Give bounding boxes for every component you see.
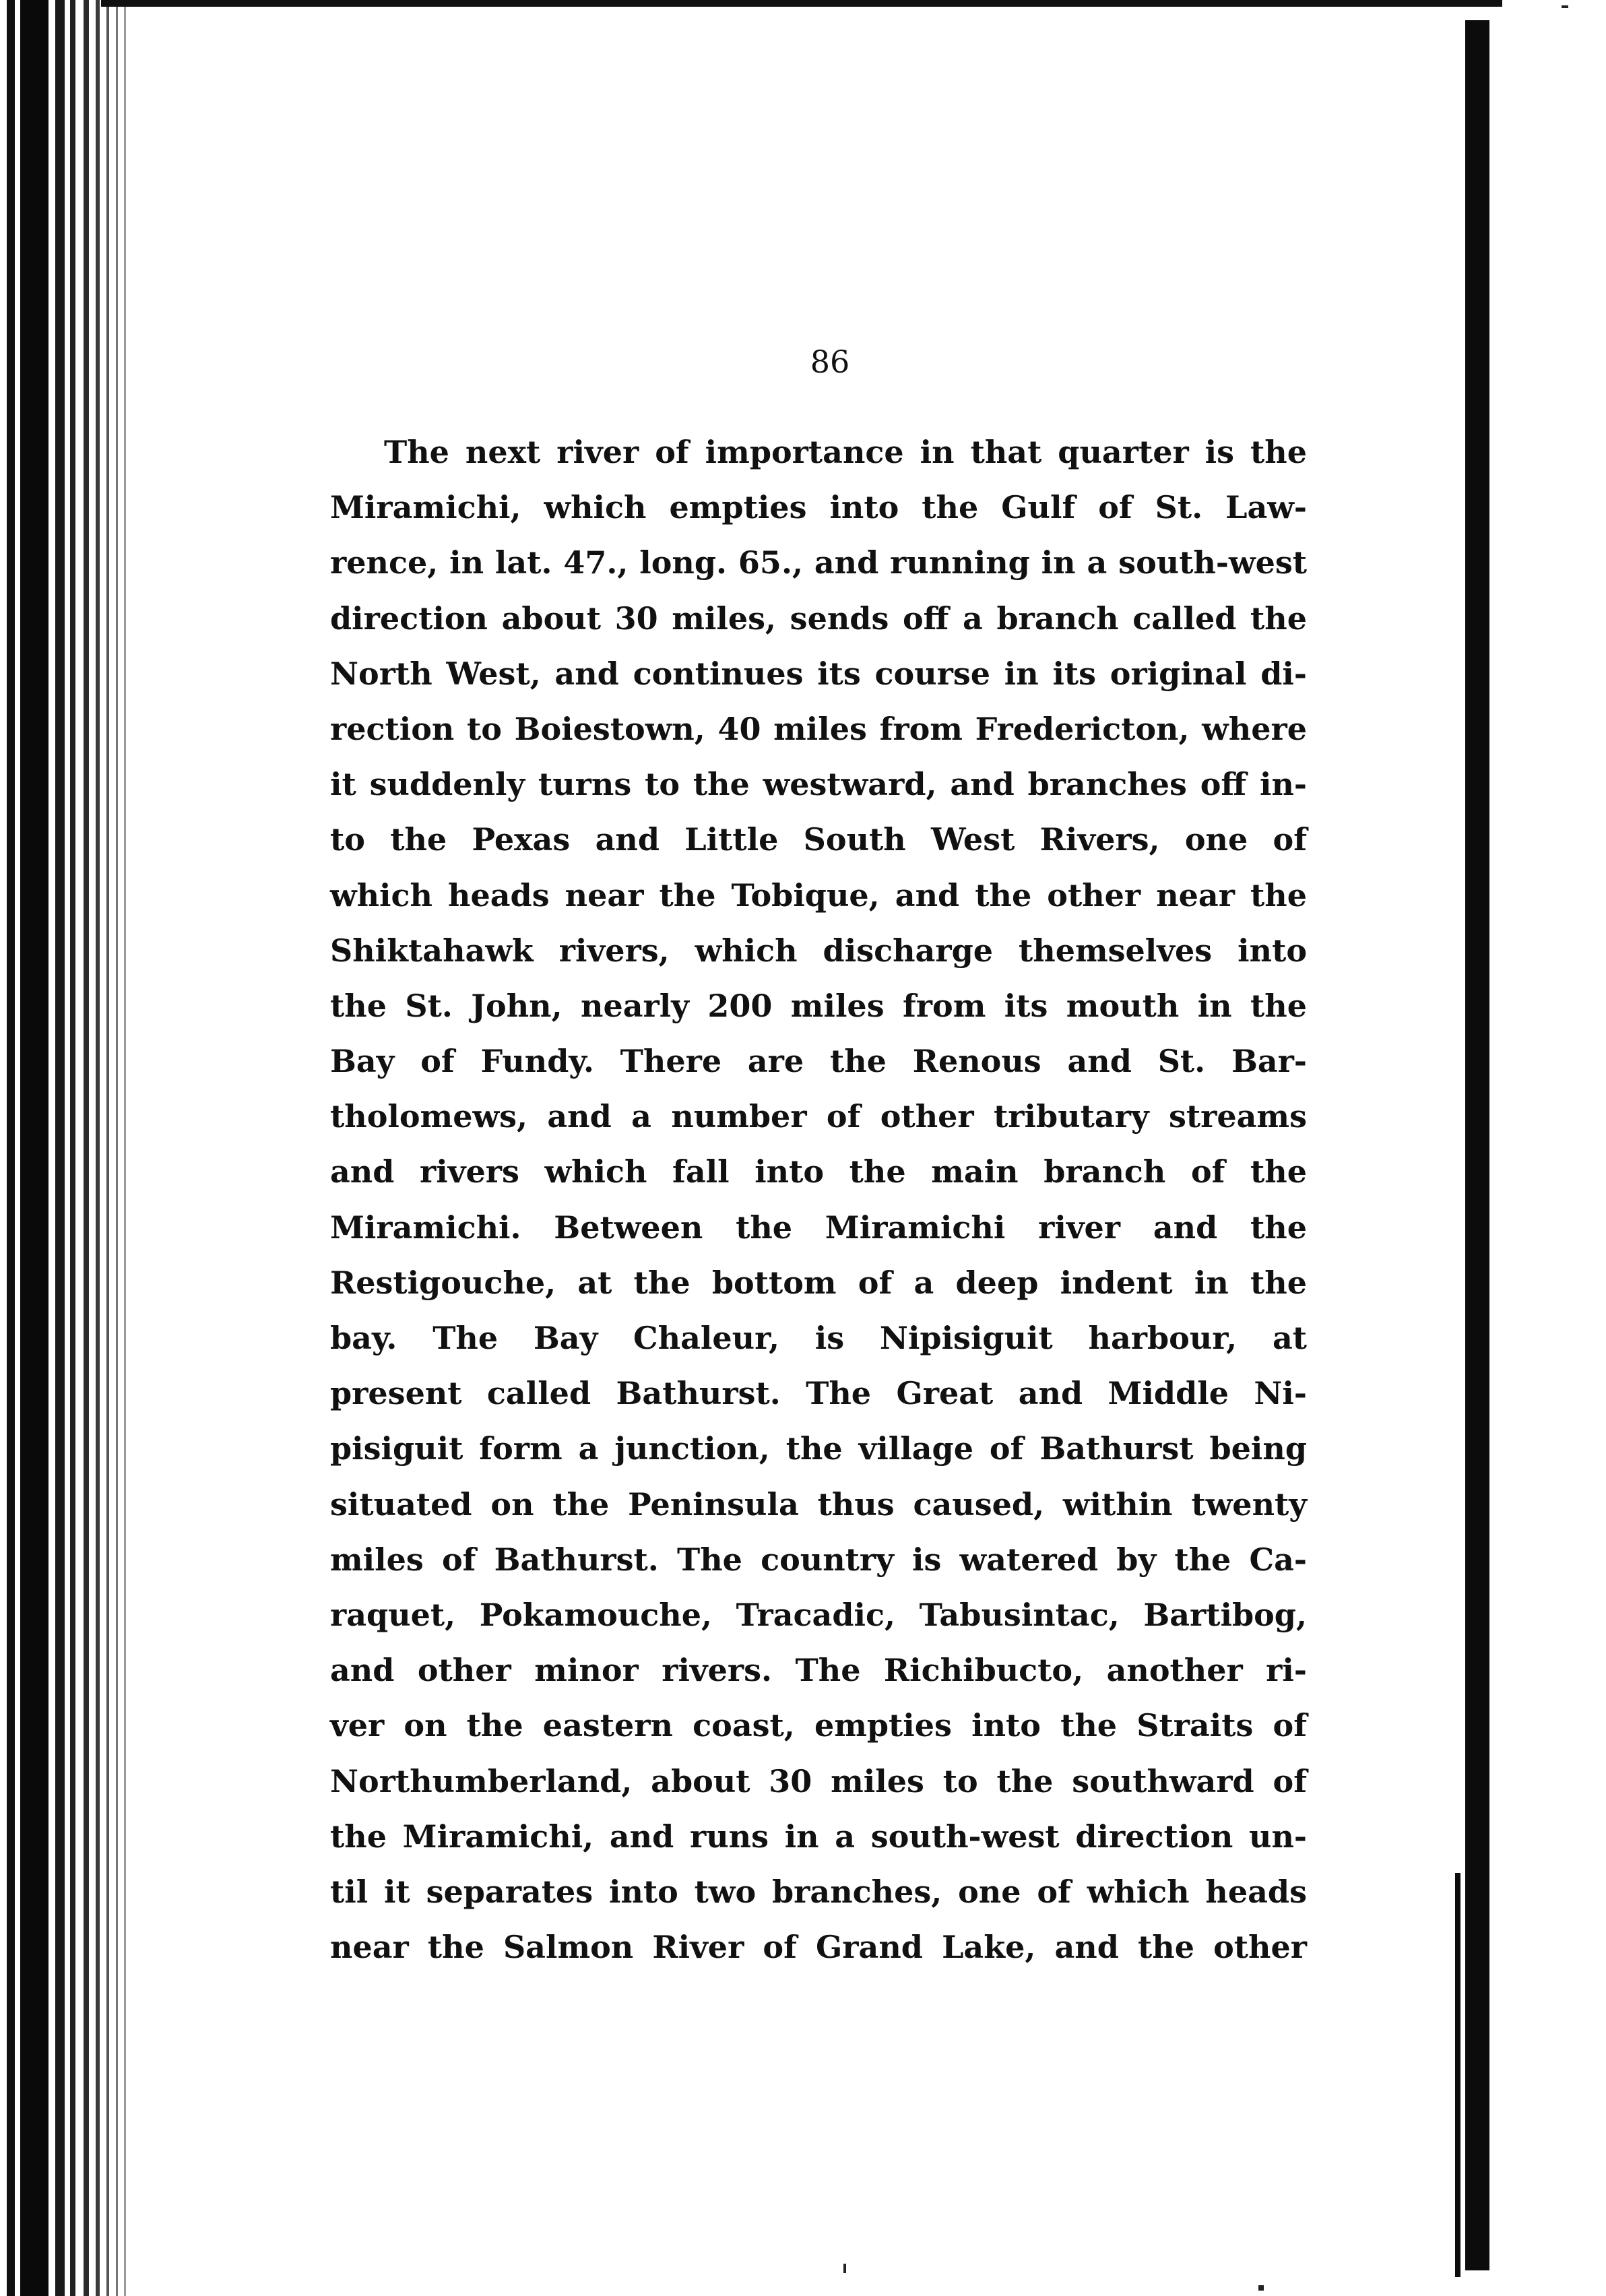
text-line: and other minor rivers. The Richibucto, another ri- xyxy=(330,1652,1307,1689)
text-line: Shiktahawk rivers, which discharge themselves into xyxy=(330,932,1307,969)
top-page-edge xyxy=(101,0,1502,7)
text-line: rence, in lat. 47., long. 65., and running in a south-west xyxy=(330,544,1307,581)
text-line: the St. John, nearly 200 miles from its mouth in the xyxy=(330,987,1307,1024)
text-line: the Miramichi, and runs in a south-west direction un- xyxy=(330,1818,1307,1855)
text-line: which heads near the Tobique, and the other near the xyxy=(330,876,1307,914)
text-line: The next river of importance in that quarter is the xyxy=(384,434,1307,470)
text-line: til it separates into two branches, one of which heads xyxy=(330,1873,1307,1910)
text-line: miles of Bathurst. The country is watered by the Ca- xyxy=(330,1541,1307,1578)
text-line: rection to Boiestown, 40 miles from Fredericton, where xyxy=(330,710,1307,747)
text-line: Restigouche, at the bottom of a deep indent in the xyxy=(330,1264,1307,1301)
text-line: near the Salmon River of Grand Lake, and the other xyxy=(330,1929,1307,1966)
scan-speck xyxy=(1258,2285,1264,2291)
text-line: Northumberland, about 30 miles to the southward of xyxy=(330,1762,1307,1799)
body-text xyxy=(330,424,1307,1975)
text-line: Bay of Fundy. There are the Renous and St. Bar- xyxy=(330,1043,1307,1080)
scan-speck xyxy=(1562,5,1568,8)
text-line: Miramichi, which empties into the Gulf of St. Law- xyxy=(330,489,1307,526)
scan-speck xyxy=(843,2264,846,2273)
text-line: raquet, Pokamouche, Tracadic, Tabusintac, Bartibog, xyxy=(330,1596,1307,1633)
text-line: to the Pexas and Little South West Rivers, one of xyxy=(330,821,1307,858)
text-line: ver on the eastern coast, empties into the Straits of xyxy=(330,1707,1307,1744)
right-page-edge-shadow xyxy=(1455,1873,1460,2277)
text-line: situated on the Peninsula thus caused, within twenty xyxy=(330,1486,1307,1523)
text-line: and rivers which fall into the main branch of the xyxy=(330,1153,1307,1190)
text-line: present called Bathurst. The Great and Middle Ni- xyxy=(330,1375,1307,1412)
text-line: bay. The Bay Chaleur, is Nipisiguit harbour, at xyxy=(330,1320,1307,1356)
text-line: direction about 30 miles, sends off a branch called the xyxy=(330,600,1307,637)
text-line: it suddenly turns to the westward, and branches off in- xyxy=(330,766,1307,803)
text-line: North West, and continues its course in its original di- xyxy=(330,655,1307,692)
text-line: tholomews, and a number of other tributary streams xyxy=(330,1098,1307,1135)
text-line: Miramichi. Between the Miramichi river and the xyxy=(330,1209,1307,1246)
page-number: 86 xyxy=(810,344,850,380)
text-line: pisiguit form a junction, the village of Bathurst being xyxy=(330,1430,1307,1467)
